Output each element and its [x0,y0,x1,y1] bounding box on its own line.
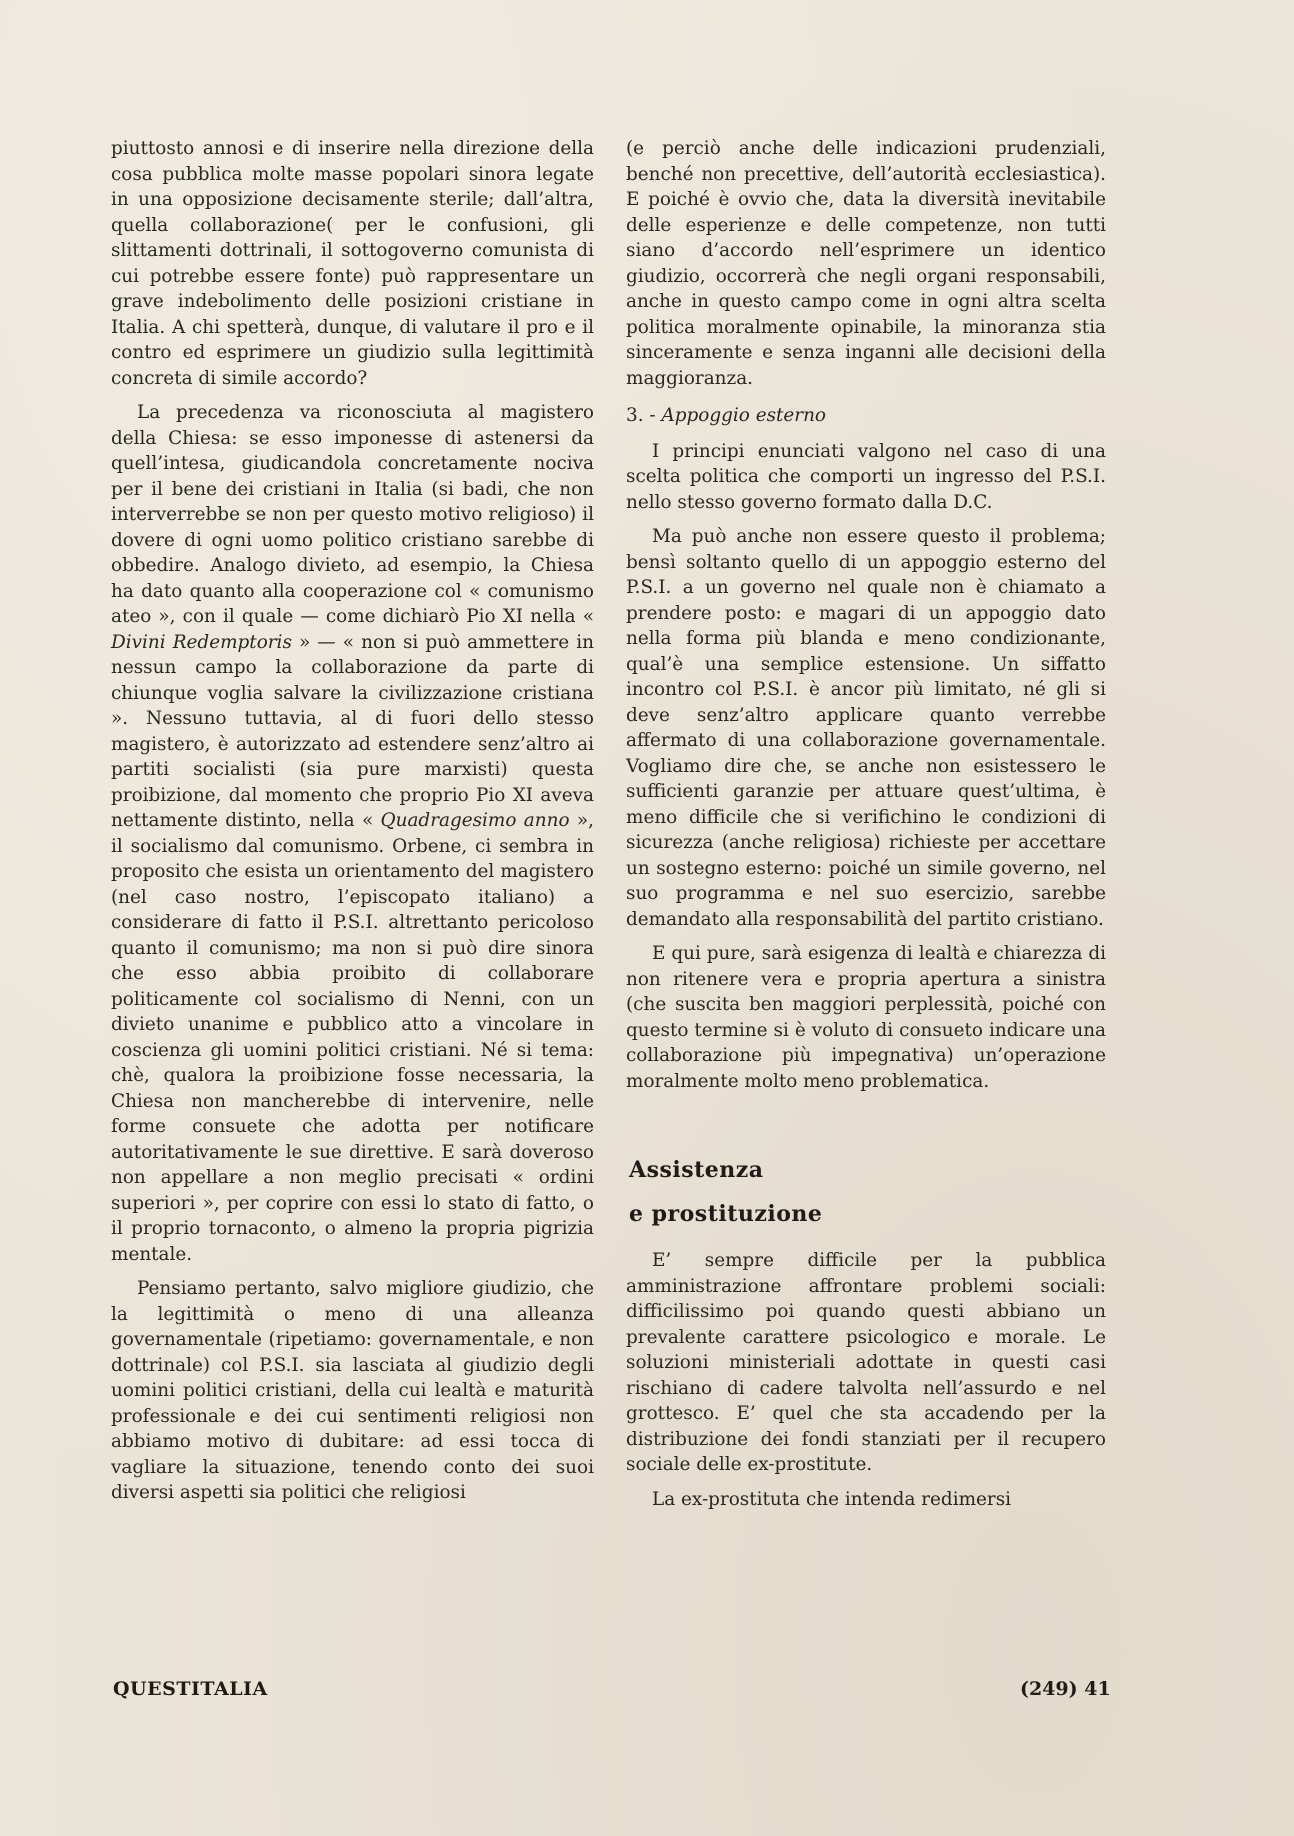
paragraph-text: » — « non si può ammettere in nessun campo la collaborazione da parte di chiunque voglia salvare la civilizzazione cristiana ». Nessuno tuttavia, al di fuori dello stesso magistero, è autorizzato ad estendere senz’altro ai partiti socialisti (sia pure marxisti) questa proibizione, dal momento che proprio Pio XI aveva nettamente distinto, nella « [111,631,594,831]
left-column [111,136,594,1515]
paragraph-text: La precedenza va riconosciuta al magistero della Chiesa: se esso imponesse di astenersi da quell’intesa, giudicandola concretamente nociva per il bene dei cristiani in Italia (si badi, che non interverrebbe se non per questo motivo religioso) il dovere di ogni uomo politico cristiano sarebbe di obbedire. Analogo divieto, ad esempio, la Chiesa ha dato quanto alla cooperazione col « comunismo ateo », con il quale — come dichiarò Pio XI nella « [111,402,594,627]
paragraph: Pensiamo pertanto, salvo migliore giudizio, che la legittimità o meno di una alleanza governamentale (ripetiamo: governamentale, e non dottrinale) col P.S.I. sia lasciata al giudizio degli uomini politici cristiani, della cui lealtà e maturità professionale e dei cui sentimenti religiosi non abbiamo motivo di dubitare: ad essi tocca di vagliare la situazione, tenendo conto dei suoi diversi aspetti sia politici che religiosi [111,1278,594,1503]
paragraph: E’ sempre difficile per la pubblica amministrazione affrontare problemi sociali: difficilissimo poi quando questi abbiano un prevalente carattere psicologico e morale. Le soluzioni ministeriali adottate in questi casi rischiano di cadere talvolta nell’assurdo e nel grottesco. E’ quel che sta accadendo per la distribuzione dei fondi stanziati per il recupero sociale delle ex-prostitute. [626,1250,1106,1475]
paragraph [111,400,594,1267]
paragraph: E qui pure, sarà esigenza di lealtà e chiarezza di non ritenere vera e propria apertura a sinistra (che suscita ben maggiori perplessità, poiché con questo termine si è voluto di consueto indicare una collaborazione più impegnativa) un’operazione moralmente molto meno problematica. [626,943,1106,1092]
paragraph: piuttosto annosi e di inserire nella direzione della cosa pubblica molte masse popolari sinora legate in una opposizione decisamente sterile; dall’altra, quella collaborazione( per le confusioni, gli slittamenti dottrinali, il sottogoverno comunista di cui potrebbe essere fonte) può rappresentare un grave indebolimento delle posizioni cristiane in Italia. A chi spetterà, dunque, di valutare il pro e il contro ed esprimere un giudizio sulla legittimità concreta di simile accordo? [111,138,594,389]
magazine-name: QUESTITALIA [113,1678,268,1700]
subheading-text: Appoggio esterno [661,405,826,426]
section-title-line: e prostituzione [629,1201,823,1227]
page-number: (249) 41 [1020,1678,1111,1700]
subheading [626,403,1106,429]
subheading-number: 3. - [626,405,662,426]
paragraph-text: », il socialismo dal comunismo. Orbene, ci sembra in proposito che esista un orientamento del magistero (nel caso nostro, l’episcopato italiano) a considerare di fatto il P.S.I. altrettanto pericoloso quanto il comunismo; ma non si può dire sinora che esso abbia proibito di collaborare politicamente col socialismo di Nenni, con un divieto unanime e pubblico atto a vincolare in coscienza gli uomini politici cristiani. Né si tema: chè, qualora la proibizione fosse necessaria, la Chiesa non mancherebbe di intervenire, nelle forme consuete che adotta per notificare autoritativamente le sue direttive. E sarà doveroso non appellare a non meglio precisati « ordini superiori », per coprire con essi lo stato di fatto, o il proprio tornaconto, o almeno la propria pigrizia mentale. [111,810,594,1265]
encyclical-title: Divini Redemptoris [111,631,292,653]
encyclical-title: Quadragesimo anno [380,810,570,831]
paragraph: I principi enunciati valgono nel caso di una scelta politica che comporti un ingresso del P.S.I. nello stesso governo formato dalla D.C. [626,440,1106,513]
paragraph: Ma può anche non essere questo il problema; bensì soltanto quello di un appoggio esterno del P.S.I. a un governo nel quale non è chiamato a prendere posto: e magari di un appoggio dato nella forma più blanda e meno condizionante, qual’è una semplice estensione. Un siffatto incontro col P.S.I. è ancor più limitato, né gli si deve senz’altro applicare quanto verrebbe affermato di una collaborazione governamentale. Vogliamo dire che, se anche non esistessero le sufficienti garanzie per attuare quest’ultima, è meno difficile che si verifichino le condizioni di sicurezza (anche religiosa) richieste per accettare un sostegno esterno: poiché un simile governo, nel suo programma e nel suo esercizio, sarebbe demandato alla responsabilità del partito cristiano. [626,526,1106,930]
section-title-line: Assistenza [629,1157,764,1183]
right-column [626,136,1106,1521]
paragraph: La ex-prostituta che intenda redimersi [652,1488,1012,1510]
paragraph: (e perciò anche delle indicazioni prudenziali, benché non precettive, dell’autorità ecclesiastica). E poiché è ovvio che, data la diversità inevitabile delle esperienze e delle competenze, non tutti siano d’accordo nell’esprimere un identico giudizio, occorrerà che negli organi responsabili, anche in questo campo come in ogni altra scelta politica moralmente opinabile, la minoranza stia sinceramente e senza inganni alle decisioni della maggioranza. [626,138,1106,389]
section-title [629,1148,1106,1236]
